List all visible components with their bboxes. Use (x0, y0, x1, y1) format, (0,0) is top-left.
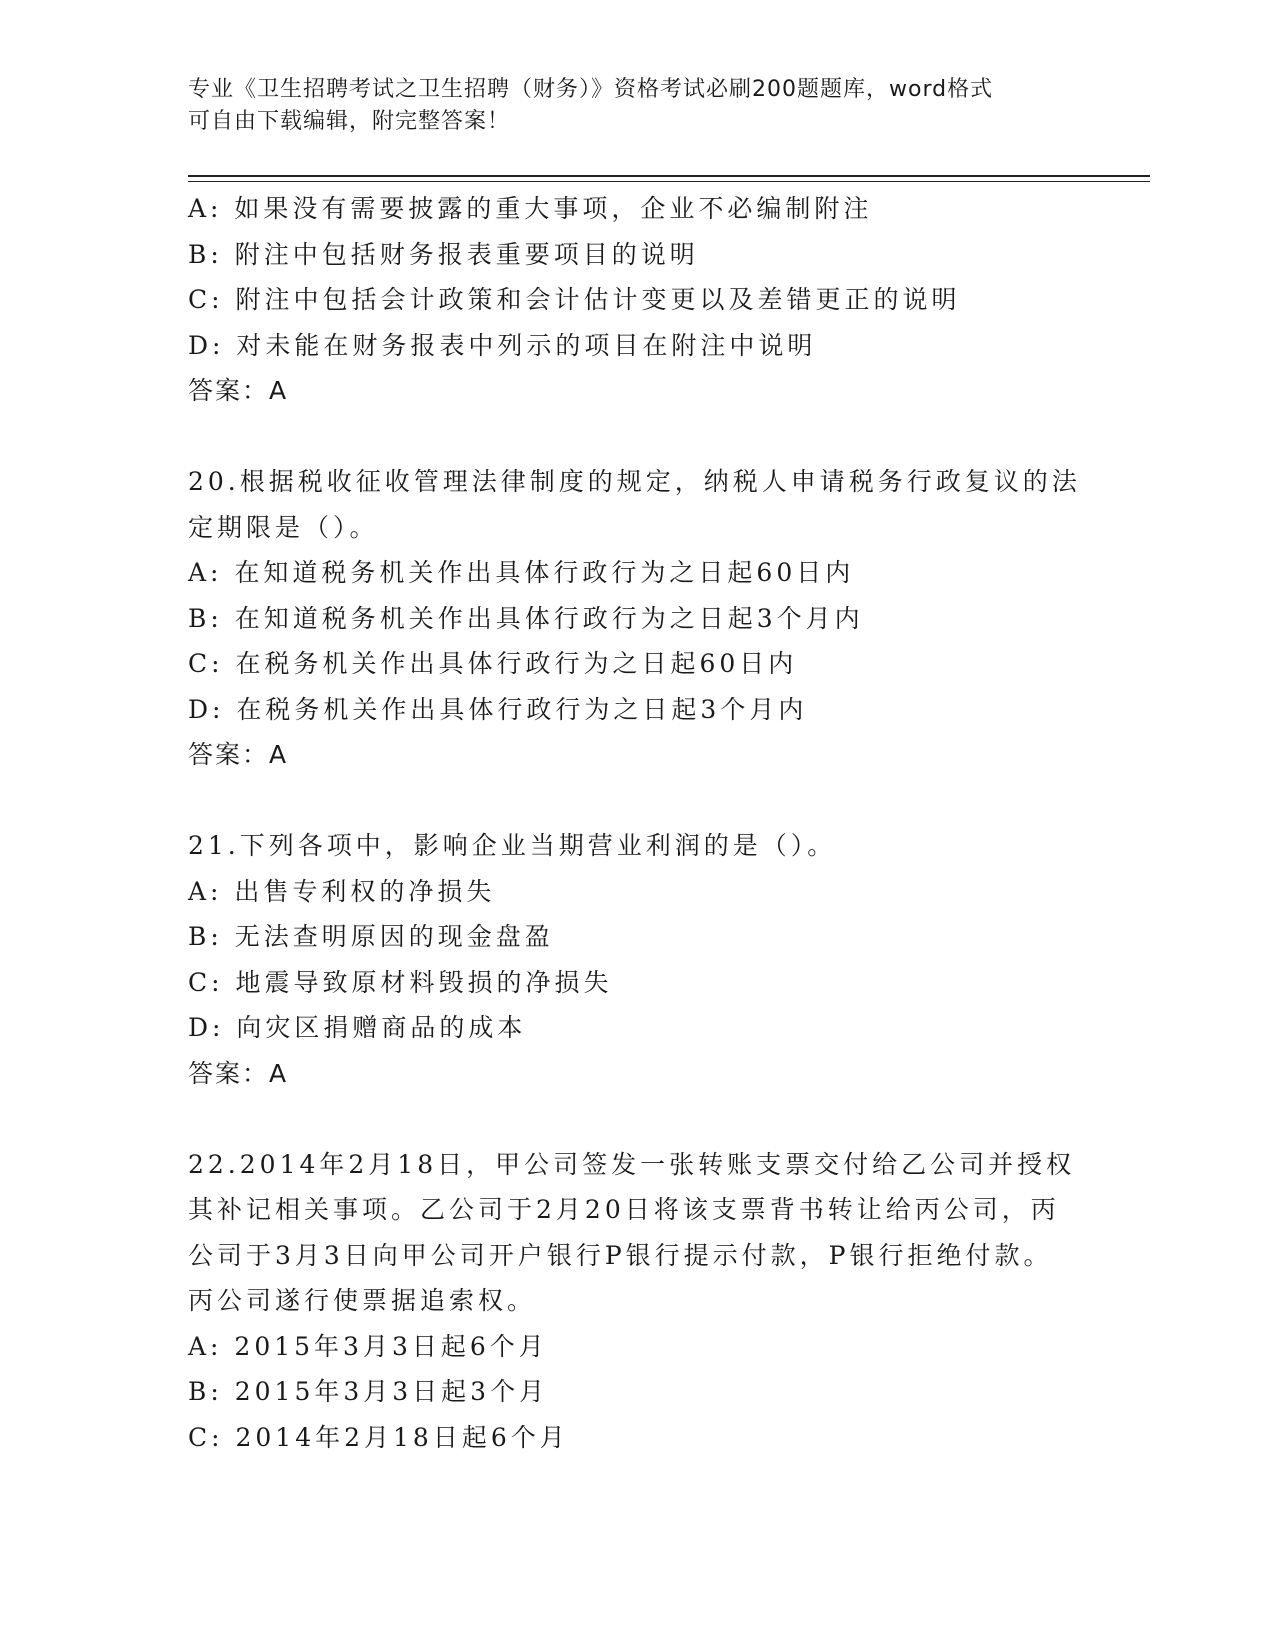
spacer (188, 778, 1088, 824)
header-divider-thin (188, 181, 1150, 182)
answer-line: 答案：A (188, 376, 289, 405)
option-b: B: 附注中包括财务报表重要项目的说明 (188, 239, 699, 269)
header-line-1: 专业《卫生招聘考试之卫生招聘（财务）》资格考试必刷200题题库，word格式 (188, 77, 994, 102)
spacer (188, 414, 1088, 460)
question-stem: 丙公司遂行使票据追索权。 (188, 1286, 537, 1315)
question-stem: 22.2014年2月18日，甲公司签发一张转账支票交付给乙公司并授权 (188, 1149, 1076, 1179)
option-c: C: 2014年2月18日起6个月 (188, 1422, 569, 1452)
option-a: A: 出售专利权的净损失 (188, 876, 496, 906)
question-19 (188, 186, 1088, 414)
option-b: B: 在知道税务机关作出具体行政行为之日起3个月内 (188, 603, 864, 633)
question-20 (188, 459, 1088, 778)
option-a: A: 2015年3月3日起6个月 (188, 1331, 548, 1361)
question-stem: 21.下列各项中，影响企业当期营业利润的是（）。 (188, 831, 837, 860)
option-b: B: 2015年3月3日起3个月 (188, 1377, 549, 1406)
answer-line: 答案：A (188, 1058, 289, 1088)
question-stem: 定期限是（）。 (188, 512, 379, 542)
document-header (188, 74, 1068, 138)
option-c: C: 在税务机关作出具体行政行为之日起60日内 (188, 649, 798, 678)
question-22 (188, 1142, 1088, 1461)
answer-line: 答案：A (188, 740, 289, 769)
header-line-2: 可自由下载编辑，附完整答案！ (188, 109, 511, 134)
option-d: D: 对未能在财务报表中列示的项目在附注中说明 (188, 330, 817, 360)
question-stem: 其补记相关事项。乙公司于2月20日将该支票背书转让给丙公司，丙 (188, 1195, 1060, 1224)
question-stem: 公司于3月3日向甲公司开户银行P银行提示付款，P银行拒绝付款。 (188, 1240, 1053, 1270)
option-d: D: 向灾区捐赠商品的成本 (188, 1013, 527, 1042)
spacer (188, 1096, 1088, 1142)
option-b: B: 无法查明原因的现金盘盈 (188, 922, 554, 951)
option-a: A: 在知道税务机关作出具体行政行为之日起60日内 (188, 558, 855, 587)
option-c: C: 地震导致原材料毁损的净损失 (188, 967, 613, 997)
question-21 (188, 823, 1088, 1096)
option-d: D: 在税务机关作出具体行政行为之日起3个月内 (188, 694, 808, 724)
header-divider-thick (188, 175, 1150, 177)
option-c: C: 附注中包括会计政策和会计估计变更以及差错更正的说明 (188, 285, 961, 314)
question-list (188, 186, 1088, 1460)
question-stem: 20.根据税收征收管理法律制度的规定，纳税人申请税务行政复议的法 (188, 467, 1081, 496)
option-a: A: 如果没有需要披露的重大事项，企业不必编制附注 (188, 194, 873, 223)
